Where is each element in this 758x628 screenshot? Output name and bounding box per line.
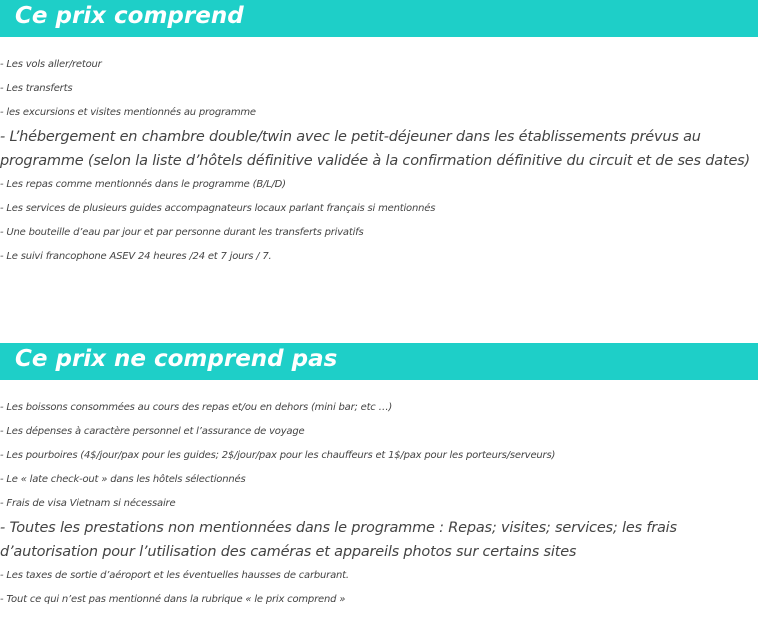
includes-item: - L’hébergement en chambre double/twin avec le petit-déjeuner dans les établissements prévus au programme (selon la liste d’hôtels définitive validée à la confirmation définitive du circuit et de ses dates)	[0, 129, 750, 169]
includes-item: - Le suivi francophone ASEV 24 heures /24 et 7 jours / 7.	[0, 251, 272, 262]
includes-item: - Les repas comme mentionnés dans le programme (B/L/D)	[0, 179, 286, 190]
excludes-item: - Les boissons consommées au cours des repas et/ou en dehors (mini bar; etc …)	[0, 402, 393, 413]
excludes-item: - Tout ce qui n’est pas mentionné dans la rubrique « le prix comprend »	[0, 594, 346, 605]
includes-item: - les excursions et visites mentionnés au programme	[0, 107, 256, 118]
excludes-item: - Les dépenses à caractère personnel et l’assurance de voyage	[0, 426, 305, 437]
excludes-section-header	[0, 343, 758, 380]
includes-section-title: Ce prix comprend	[15, 3, 244, 29]
includes-list	[0, 53, 758, 269]
excludes-list	[0, 396, 758, 612]
excludes-item: - Frais de visa Vietnam si nécessaire	[0, 498, 176, 509]
excludes-item: - Toutes les prestations non mentionnées dans le programme : Repas; visites; services; les frais d’autorisation pour l’utilisation des caméras et appareils photos sur certains sites	[0, 520, 677, 560]
excludes-item: - Les taxes de sortie d’aéroport et les éventuelles hausses de carburant.	[0, 570, 349, 581]
includes-item: - Une bouteille d’eau par jour et par personne durant les transferts privatifs	[0, 227, 364, 238]
includes-item: - Les transferts	[0, 83, 73, 94]
excludes-item: - Le « late check-out » dans les hôtels sélectionnés	[0, 474, 246, 485]
includes-section-header	[0, 0, 758, 37]
includes-item: - Les vols aller/retour	[0, 59, 102, 70]
excludes-section-title: Ce prix ne comprend pas	[15, 346, 338, 372]
excludes-item: - Les pourboires (4$/jour/pax pour les guides; 2$/jour/pax pour les chauffeurs et 1$/pax pour les porteurs/serveurs)	[0, 450, 556, 461]
includes-item: - Les services de plusieurs guides accompagnateurs locaux parlant français si mentionnés	[0, 203, 436, 214]
